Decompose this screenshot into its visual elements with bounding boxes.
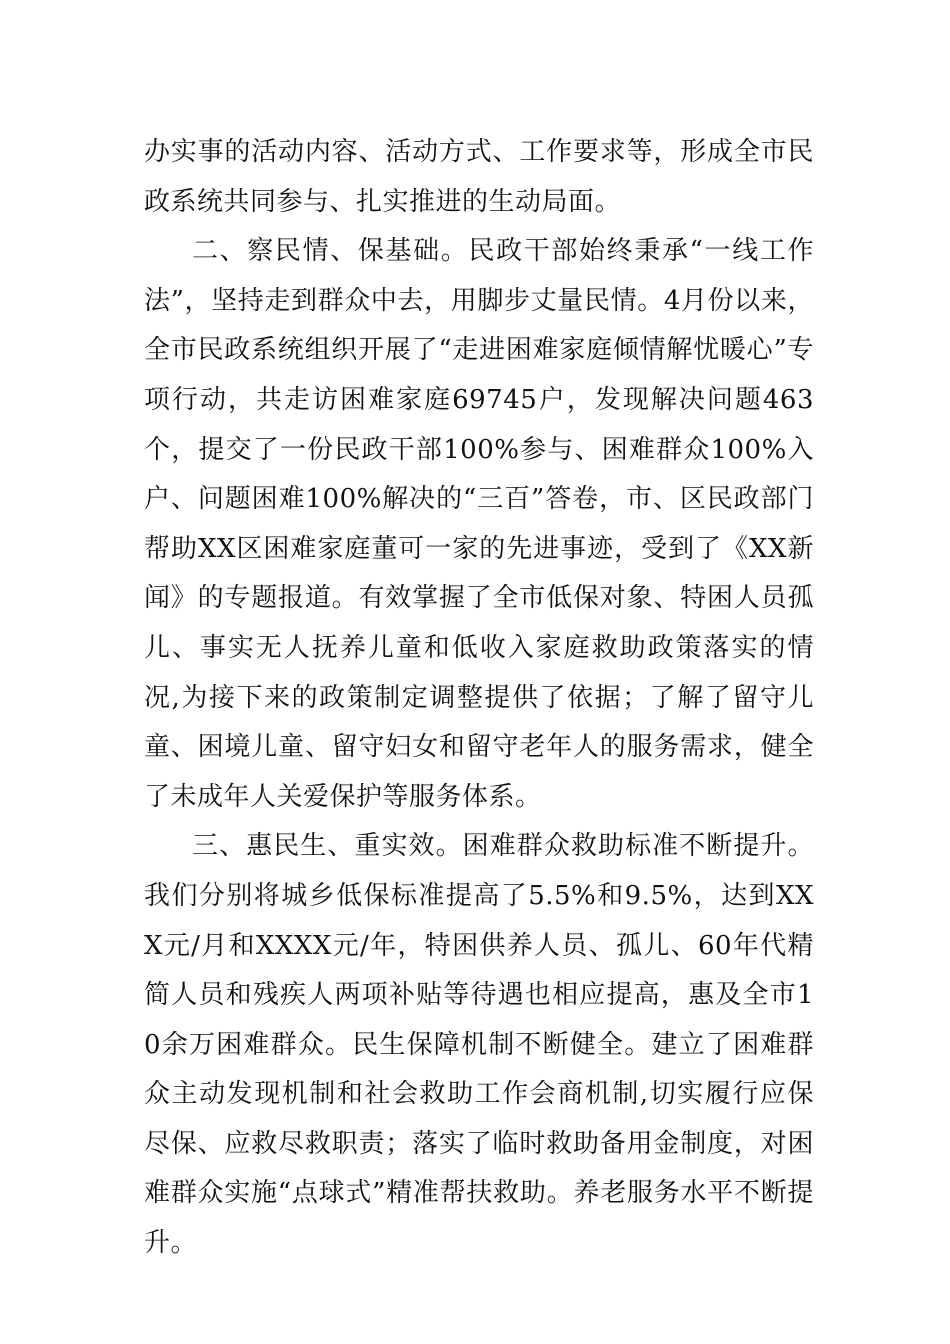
document-body [144, 128, 814, 1269]
paragraph-continuation: 办实事的活动内容、活动方式、工作要求等，形成全市民政系统共同参与、扎实推进的生动局面。 [144, 137, 814, 217]
paragraph-section-three: 三、惠民生、重实效。困难群众救助标准不断提升。我们分别将城乡低保标准提高了5.5%和9.5%，达到XXX元/月和XXXX元/年，特困供养人员、孤儿、60年代精简人员和残疾人两项补贴等待遇也相应提高，惠及全市10余万困难群众。民生保障机制不断健全。建立了困难群众主动发现机制和社会救助工作会商机制,切实履行应保尽保、应救尽救职责；落实了临时救助备用金制度，对困难群众实施“点球式”精准帮扶救助。养老服务水平不断提升。 [144, 831, 814, 1259]
paragraph-section-two: 二、察民情、保基础。民政干部始终秉承“一线工作法”，坚持走到群众中去，用脚步丈量民情。4月份以来，全市民政系统组织开展了“走进困难家庭倾情解忧暖心”专项行动，共走访困难家庭69745户，发现解决问题463个，提交了一份民政干部100%参与、困难群众100%入户、问题困难100%解决的“三百”答卷，市、区民政部门帮助XX区困难家庭董可一家的先进事迹，受到了《XX新闻》的专题报道。有效掌握了全市低保对象、特困人员孤儿、事实无人抚养儿童和低收入家庭救助政策落实的情况,为接下来的政策制定调整提供了依据；了解了留守儿童、困境儿童、留守妇女和留守老年人的服务需求，健全了未成年人关爱保护等服务体系。 [144, 236, 814, 812]
